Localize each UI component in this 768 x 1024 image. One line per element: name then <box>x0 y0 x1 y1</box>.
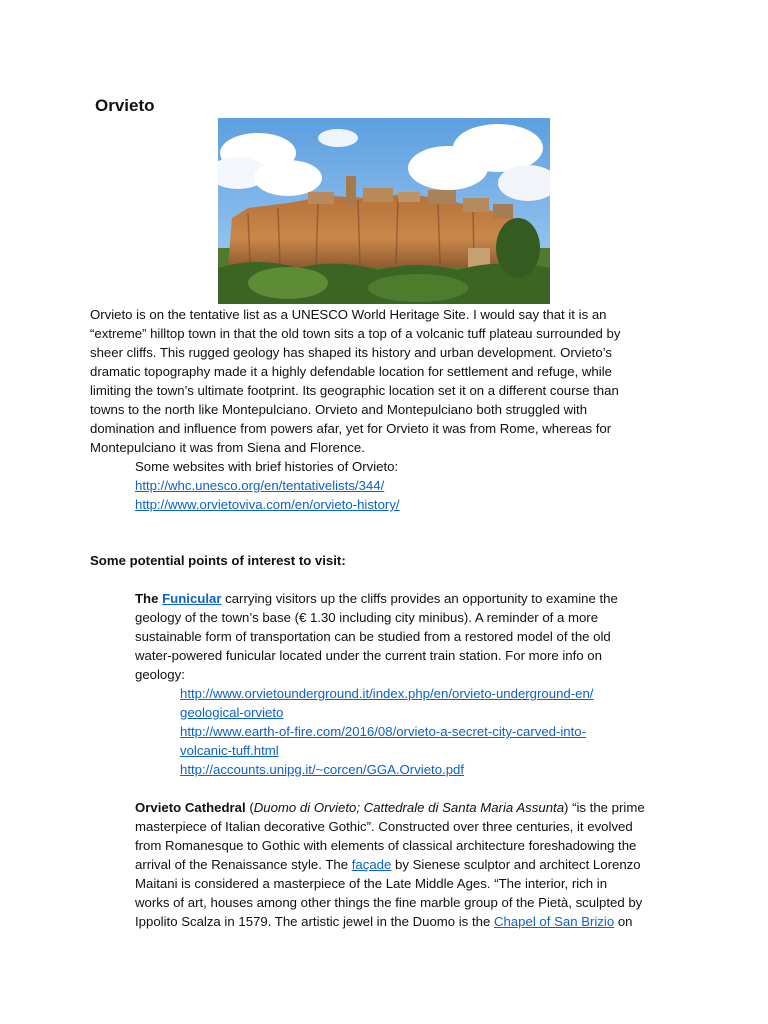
cathedral-line: from Romanesque to Gothic with elements of classical architecture foreshadowing the <box>135 838 637 853</box>
funicular-paragraph <box>135 589 618 684</box>
funicular-line <box>135 589 618 608</box>
cathedral-paragraph <box>135 798 645 931</box>
orvietounderground-link[interactable]: http://www.orvietounderground.it/index.php/en/orvieto-underground-en/ <box>180 686 594 701</box>
cathedral-text: Ippolito Scalza in 1579. The artistic jewel in the Duomo is the <box>135 914 494 929</box>
cathedral-line <box>135 912 645 931</box>
websites-block <box>135 457 400 514</box>
intro-line: domination and influence from powers afar, yet for Orvieto it was from Rome, whereas for <box>90 421 612 436</box>
funicular-text: carrying visitors up the cliffs provides an opportunity to examine the <box>221 591 618 606</box>
poi-heading: Some potential points of interest to visit: <box>90 553 346 568</box>
earth-of-fire-link[interactable]: http://www.earth-of-fire.com/2016/08/orvieto-a-secret-city-carved-into- <box>180 724 587 739</box>
funicular-line: geology: <box>135 667 185 682</box>
funicular-line: sustainable form of transportation can be studied from a restored model of the old <box>135 629 611 644</box>
cathedral-line: masterpiece of Italian decorative Gothic”. Constructed over three centuries, it evolved <box>135 819 633 834</box>
intro-line: “extreme” hilltop town in that the old town sits a top of a volcanic tuff plateau surrounded by <box>90 326 621 341</box>
orvietounderground-link-cont[interactable]: geological-orvieto <box>180 705 284 720</box>
intro-line: limiting the town’s ultimate footprint. Its geographic location set it on a different course than <box>90 383 619 398</box>
orvietoviva-link[interactable]: http://www.orvietoviva.com/en/orvieto-history/ <box>135 497 400 512</box>
chapel-link[interactable]: Chapel of San Brizio <box>493 914 615 929</box>
unesco-link[interactable]: http://whc.unesco.org/en/tentativelists/344/ <box>135 478 385 493</box>
geology-links <box>180 684 593 779</box>
funicular-the: The <box>135 591 163 606</box>
intro-line: Montepulciano it was from Siena and Florence. <box>90 440 365 455</box>
earth-of-fire-link-cont[interactable]: volcanic-tuff.html <box>180 743 279 758</box>
intro-line: Orvieto is on the tentative list as a UNESCO World Heritage Site. I would say that it is an <box>90 307 607 322</box>
funicular-line: geology of the town’s base (€ 1.30 including city minibus). A reminder of a more <box>135 610 599 625</box>
cathedral-text: arrival of the Renaissance style. The <box>135 857 352 872</box>
intro-line: towns to the north like Montepulciano. Orvieto and Montepulciano both struggled with <box>90 402 588 417</box>
cathedral-line: Maitani is considered a masterpiece of the Late Middle Ages. “The interior, rich in <box>135 876 608 891</box>
cathedral-line <box>135 798 645 817</box>
cathedral-line: works of art, houses among other things the fine marble group of the Pietà, sculpted by <box>135 895 643 910</box>
intro-line: dramatic topography made it a highly defendable location for settlement and refuge, while <box>90 364 612 379</box>
orvieto-cliff-photo <box>218 118 550 304</box>
cathedral-text: ) “is the prime <box>564 800 645 815</box>
funicular-line: water-powered funicular located under the current train station. For more info on <box>135 648 602 663</box>
page-title: Orvieto <box>95 96 155 115</box>
funicular-link[interactable]: Funicular <box>162 591 222 606</box>
unipg-link[interactable]: http://accounts.unipg.it/~corcen/GGA.Orvieto.pdf <box>180 762 465 777</box>
cathedral-name: Orvieto Cathedral <box>135 800 246 815</box>
paren-open: ( <box>245 800 254 815</box>
cathedral-line <box>135 855 645 874</box>
cathedral-text: on <box>614 914 633 929</box>
websites-intro: Some websites with brief histories of Orvieto: <box>135 459 399 474</box>
cathedral-text: by Sienese sculptor and architect Lorenzo <box>391 857 641 872</box>
cathedral-italian-name: Duomo di Orvieto; Cattedrale di Santa Maria Assunta <box>253 800 565 815</box>
intro-line: sheer cliffs. This rugged geology has shaped its history and urban development. Orvieto’s <box>90 345 612 360</box>
intro-paragraph <box>90 305 621 457</box>
facade-link[interactable]: façade <box>351 857 392 872</box>
